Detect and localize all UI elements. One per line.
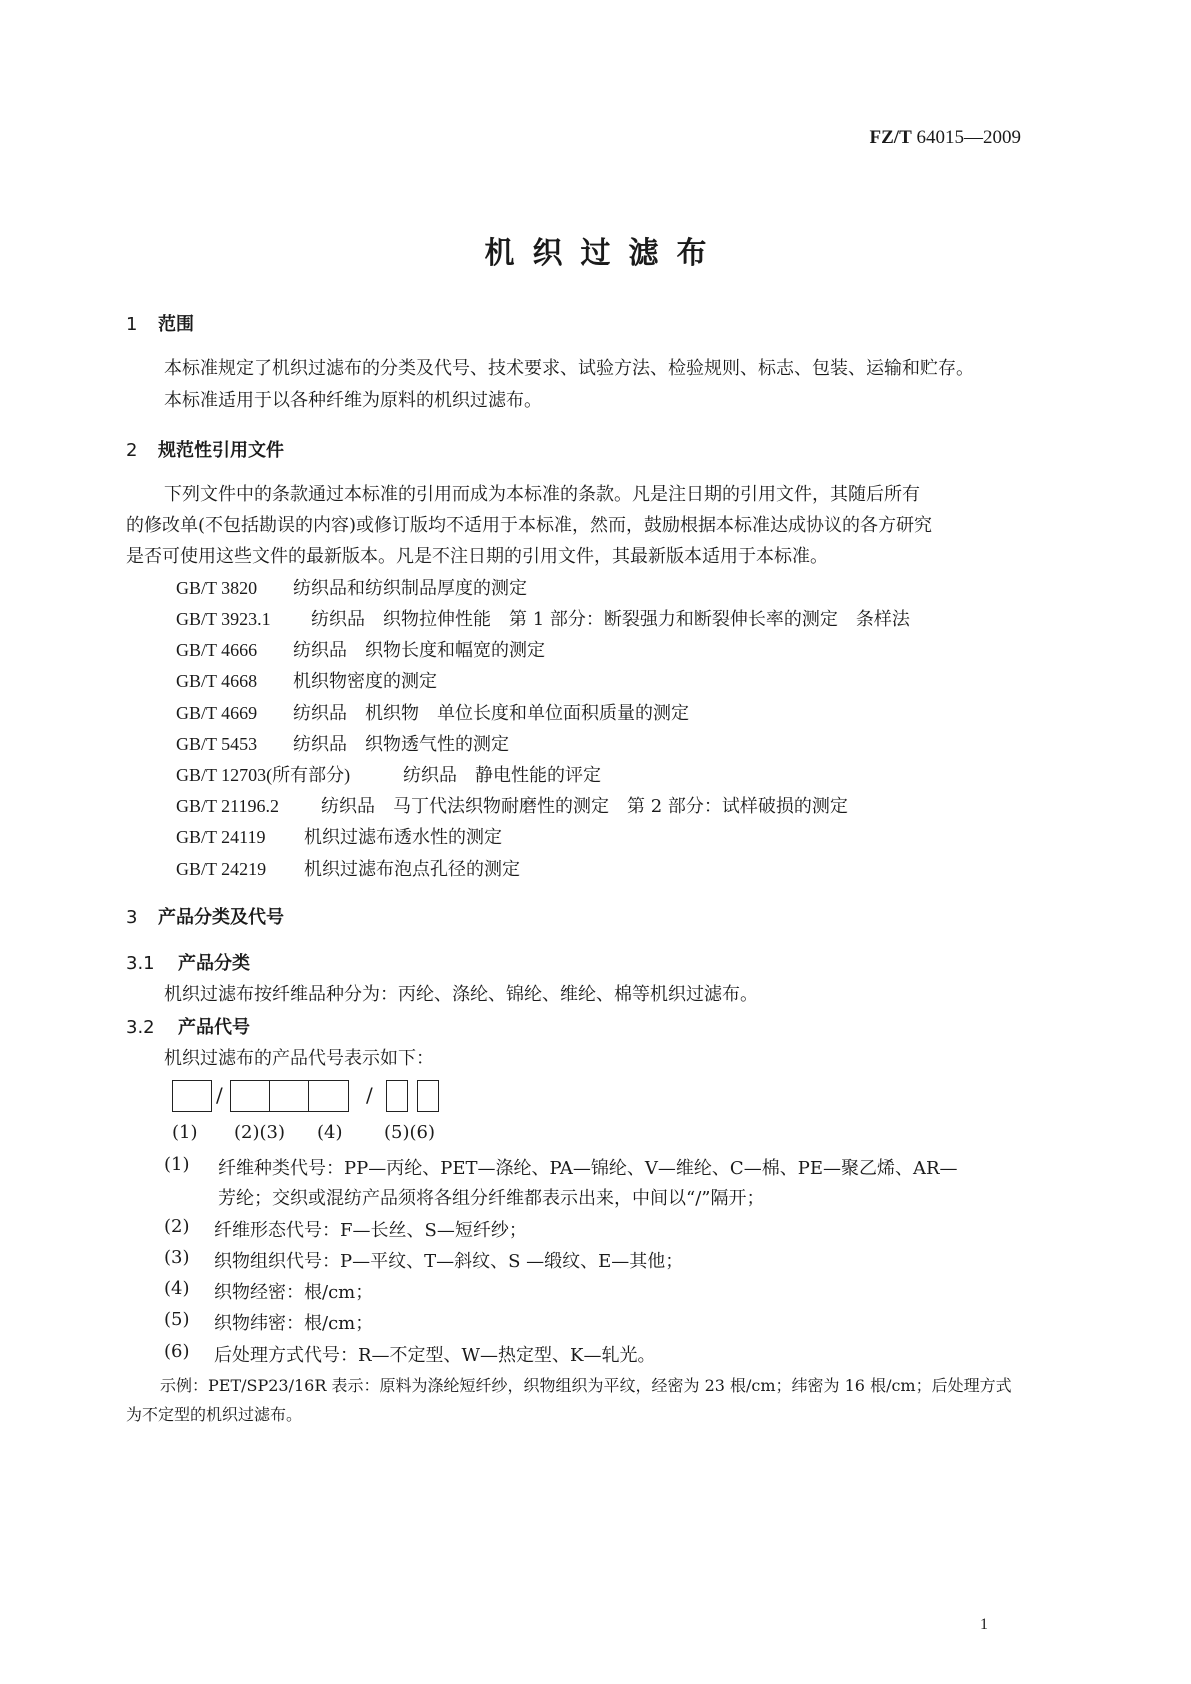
page-title: 机织过滤布 (484, 236, 725, 271)
sec1-paragraph-2: 本标准适用于以各种纤维为原料的机织过滤布。 (164, 390, 542, 411)
code-note-number: (5) (164, 1309, 190, 1330)
code-box-4 (308, 1080, 349, 1112)
code-label-2-3: (2)(3) (234, 1122, 285, 1143)
section-3-1-heading: 3.1 产品分类 (126, 953, 250, 974)
code-note-number: (1) (164, 1154, 190, 1175)
code-note-text-cont: 芳纶；交织或混纺产品须将各组分纤维都表示出来，中间以“/”隔开； (218, 1188, 765, 1209)
code-label-1: (1) (172, 1122, 198, 1143)
code-box-2 (230, 1080, 270, 1112)
code-slash: / (366, 1083, 373, 1107)
code-note-number: (6) (164, 1341, 190, 1362)
code-note-number: (3) (164, 1247, 190, 1268)
code-box-5 (386, 1080, 408, 1112)
code-box-6 (417, 1080, 439, 1112)
sec2-paragraph-line-3: 是否可使用这些文件的最新版本。凡是不注日期的引用文件，其最新版本适用于本标准。 (126, 546, 828, 567)
section-3-2-heading: 3.2 产品代号 (126, 1017, 250, 1038)
sec1-paragraph-1: 本标准规定了机织过滤布的分类及代号、技术要求、试验方法、检验规则、标志、包装、运输和贮存。 (164, 358, 974, 379)
section-3-heading: 3 产品分类及代号 (126, 907, 284, 928)
reference-item: GB/T 3820 纺织品和纺织制品厚度的测定 (176, 578, 527, 599)
code-label-5-6: (5)(6) (384, 1122, 435, 1143)
example-line-1: 示例：PET/SP23/16R 表示：原料为涤纶短纤纱，织物组织为平纹，经密为 23 根/cm；纬密为 16 根/cm；后处理方式 (160, 1376, 1012, 1395)
reference-item: GB/T 4666 纺织品 织物长度和幅宽的测定 (176, 640, 545, 661)
code-note-number: (2) (164, 1216, 190, 1237)
sec2-paragraph-line-2: 的修改单(不包括勘误的内容)或修订版均不适用于本标准，然而，鼓励根据本标准达成协议的各方研究 (126, 515, 933, 536)
reference-item: GB/T 12703(所有部分) 纺织品 静电性能的评定 (176, 765, 601, 786)
code-note-text: 后处理方式代号：R—不定型、W—热定型、K—轧光。 (214, 1345, 656, 1366)
reference-item: GB/T 5453 纺织品 织物透气性的测定 (176, 734, 509, 755)
reference-item: GB/T 4669 纺织品 机织物 单位长度和单位面积质量的测定 (176, 703, 689, 724)
section-2-heading: 2 规范性引用文件 (126, 440, 284, 461)
reference-item: GB/T 24119 机织过滤布透水性的测定 (176, 827, 502, 848)
code-note-text: 纤维种类代号：PP—丙纶、PET—涤纶、PA—锦纶、V—维纶、C—棉、PE—聚乙烯、AR— (218, 1158, 958, 1179)
code-box-3 (269, 1080, 309, 1112)
code-note-text: 织物纬密：根/cm； (214, 1313, 374, 1334)
code-note-text: 织物组织代号：P—平纹、T—斜纹、S —缎纹、E—其他； (214, 1251, 684, 1272)
reference-item: GB/T 3923.1 纺织品 织物拉伸性能 第 1 部分：断裂强力和断裂伸长率的测定 条样法 (176, 609, 910, 630)
section-1-heading: 1 范围 (126, 314, 194, 335)
code-slash: / (216, 1083, 223, 1107)
code-note-number: (4) (164, 1278, 190, 1299)
reference-item: GB/T 4668 机织物密度的测定 (176, 671, 437, 692)
code-label-4: (4) (317, 1122, 343, 1143)
page-number: 1 (980, 1616, 988, 1633)
code-note-text: 织物经密：根/cm； (214, 1282, 374, 1303)
code-box-1 (172, 1080, 212, 1112)
reference-item: GB/T 24219 机织过滤布泡点孔径的测定 (176, 859, 520, 880)
reference-item: GB/T 21196.2 纺织品 马丁代法织物耐磨性的测定 第 2 部分：试样破损的测定 (176, 796, 848, 817)
sec3-2-paragraph: 机织过滤布的产品代号表示如下： (164, 1048, 434, 1069)
example-line-2: 为不定型的机织过滤布。 (126, 1405, 303, 1424)
sec2-paragraph-line-1: 下列文件中的条款通过本标准的引用而成为本标准的条款。凡是注日期的引用文件，其随后所有 (164, 484, 920, 505)
code-note-text: 纤维形态代号：F—长丝、S—短纤纱； (214, 1220, 527, 1241)
sec3-1-paragraph: 机织过滤布按纤维品种分为：丙纶、涤纶、锦纶、维纶、棉等机织过滤布。 (164, 984, 758, 1005)
standard-number: FZ/T 64015—2009 (869, 127, 1021, 148)
